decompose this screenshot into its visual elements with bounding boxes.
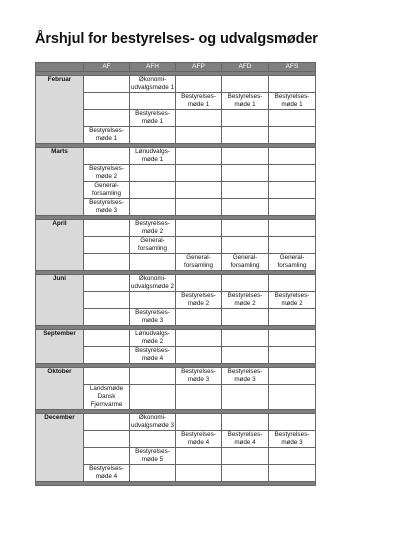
schedule-cell: [222, 385, 269, 410]
schedule-cell: [130, 431, 176, 448]
schedule-cell: [269, 237, 316, 254]
schedule-cell: [269, 465, 316, 482]
schedule-cell: General- forsamling: [222, 254, 269, 271]
schedule-cell: [176, 448, 222, 465]
schedule-cell: [130, 465, 176, 482]
table-row: [36, 368, 316, 385]
month-label: Juni: [36, 275, 84, 326]
schedule-cell: [130, 93, 176, 110]
schedule-cell: [222, 220, 269, 237]
month-label: Oktober: [36, 368, 84, 410]
table-row: [36, 148, 316, 165]
schedule-cell: [222, 330, 269, 347]
schedule-cell: Økonomi- udvalgsmøde 1: [130, 76, 175, 91]
schedule-cell: [222, 165, 269, 182]
schedule-cell: [222, 110, 269, 127]
schedule-cell: [176, 165, 222, 182]
schedule-cell: Bestyrelses- møde 3: [84, 199, 130, 216]
schedule-cell: [130, 165, 176, 182]
schedule-cell: Bestyrelses- møde 1: [222, 93, 269, 110]
schedule-cell: Bestyrelses- møde 3: [130, 309, 176, 326]
schedule-cell: Bestyrelses- møde 2: [176, 292, 222, 309]
month-label: December: [36, 414, 84, 482]
column-header: AFP: [176, 63, 222, 72]
schedule-cell: [222, 347, 269, 364]
schedule-cell: [176, 414, 222, 431]
schedule-cell: [84, 431, 130, 448]
schedule-cell: [176, 127, 222, 144]
schedule-cell: [130, 182, 176, 199]
schedule-cell: [222, 448, 269, 465]
schedule-cell: [176, 309, 222, 326]
schedule-cell: [130, 127, 176, 144]
schedule-cell: Bestyrelses- møde 1: [84, 127, 130, 144]
schedule-cell: [84, 220, 130, 237]
column-header: AFH: [130, 63, 176, 72]
schedule-cell: [269, 165, 316, 182]
schedule-cell: [130, 254, 176, 271]
schedule-cell: [130, 199, 176, 216]
schedule-cell: [269, 385, 316, 410]
schedule-cell: General- forsamling: [176, 254, 222, 271]
schedule-cell: Bestyrelses- møde 3: [269, 431, 316, 448]
schedule-cell: [222, 182, 269, 199]
schedule-cell: Bestyrelses- møde 3: [222, 368, 269, 385]
schedule-cell: [176, 330, 222, 347]
schedule-cell: [84, 148, 130, 165]
schedule-cell: Økonomi- udvalgsmøde 2: [130, 275, 175, 290]
schedule-cell: [84, 330, 130, 347]
schedule-cell: [84, 93, 130, 110]
schedule-cell: [269, 148, 316, 165]
schedule-cell: Lønudvalgs- møde 1: [130, 148, 176, 165]
schedule-cell: Bestyrelses- møde 1: [130, 110, 176, 127]
schedule-cell: [176, 465, 222, 482]
table-row: [36, 275, 316, 292]
schedule-cell: Bestyrelses- møde 5: [130, 448, 176, 465]
header-corner: [36, 63, 84, 72]
schedule-cell: [176, 148, 222, 165]
schedule-cell: Bestyrelses- møde 2: [84, 165, 130, 182]
column-header: AF: [84, 63, 130, 72]
schedule-cell: [269, 330, 316, 347]
schedule-cell: Bestyrelses- møde 2: [222, 292, 269, 309]
month-label: Marts: [36, 148, 84, 216]
schedule-cell: Bestyrelses- møde 4: [222, 431, 269, 448]
schedule-cell: [222, 309, 269, 326]
schedule-cell: [269, 199, 316, 216]
schedule-cell: [84, 448, 130, 465]
schedule-cell: [222, 414, 269, 431]
column-header: AFS: [269, 63, 316, 72]
schedule-cell: [84, 110, 130, 127]
schedule-cell: Bestyrelses- møde 2: [130, 220, 176, 237]
schedule-cell: [176, 110, 222, 127]
table-row: [36, 414, 316, 431]
schedule-cell: [176, 347, 222, 364]
schedule-cell: General- forsamling: [130, 237, 176, 254]
schedule-cell: [269, 414, 316, 431]
schedule-cell: [176, 199, 222, 216]
schedule-cell: Bestyrelses- møde 4: [84, 465, 130, 482]
schedule-cell: [176, 76, 222, 93]
schedule-cell: [269, 368, 316, 385]
schedule-cell: Lønudvalgs- møde 2: [130, 330, 176, 347]
schedule-body: [36, 72, 316, 486]
schedule-cell: [269, 127, 316, 144]
schedule-cell: [222, 199, 269, 216]
schedule-cell: [84, 347, 130, 364]
table-row: [36, 330, 316, 347]
schedule-cell: [130, 292, 176, 309]
schedule-cell: [222, 148, 269, 165]
schedule-cell: [222, 237, 269, 254]
schedule-cell: Økonomi- udvalgsmøde 3: [130, 414, 175, 429]
schedule-cell: [222, 465, 269, 482]
section-separator: [36, 482, 316, 486]
schedule-cell: [176, 385, 222, 410]
schedule-cell: [269, 182, 316, 199]
schedule-cell: General- forsamling: [269, 254, 316, 271]
schedule-cell: [269, 220, 316, 237]
month-label: September: [36, 330, 84, 364]
schedule-cell: [84, 309, 130, 326]
schedule-cell: [176, 182, 222, 199]
schedule-cell: [269, 76, 316, 93]
schedule-cell: [84, 275, 130, 292]
page-title: Årshjul for bestyrelses- og udvalgsmøder: [35, 31, 318, 47]
schedule-cell: [176, 275, 222, 292]
table-row: [36, 220, 316, 237]
schedule-cell: [176, 220, 222, 237]
schedule-table: [35, 62, 316, 486]
month-label: Februar: [36, 76, 84, 144]
schedule-cell: Bestyrelses- møde 4: [130, 347, 176, 364]
schedule-cell: Bestyrelses- møde 4: [176, 431, 222, 448]
schedule-cell: [269, 309, 316, 326]
schedule-cell: [222, 275, 269, 292]
column-header: AFD: [222, 63, 269, 72]
schedule-cell: [222, 127, 269, 144]
schedule-cell: Bestyrelses- møde 1: [176, 93, 222, 110]
schedule-cell: [84, 76, 130, 93]
separator-bar: [36, 482, 316, 486]
schedule-cell: Bestyrelses- møde 2: [269, 292, 316, 309]
schedule-cell: [222, 76, 269, 93]
schedule-cell: Bestyrelses- møde 3: [176, 368, 222, 385]
schedule-cell: [269, 110, 316, 127]
schedule-cell: [84, 292, 130, 309]
schedule-cell: [84, 237, 130, 254]
schedule-cell: General- forsamling: [84, 182, 130, 199]
schedule-cell: [269, 347, 316, 364]
schedule-cell: [130, 368, 176, 385]
schedule-cell: [130, 385, 176, 410]
header-row: [36, 63, 316, 72]
schedule-cell: [84, 414, 130, 431]
schedule-cell: [84, 254, 130, 271]
table-row: [36, 76, 316, 93]
month-label: April: [36, 220, 84, 271]
schedule-cell: [84, 368, 130, 385]
schedule-cell: Landsmøde Dansk Fjernvarme: [84, 385, 130, 410]
schedule-cell: [269, 275, 316, 292]
schedule-cell: Bestyrelses- møde 1: [269, 93, 316, 110]
schedule-cell: [269, 448, 316, 465]
schedule-cell: [176, 237, 222, 254]
